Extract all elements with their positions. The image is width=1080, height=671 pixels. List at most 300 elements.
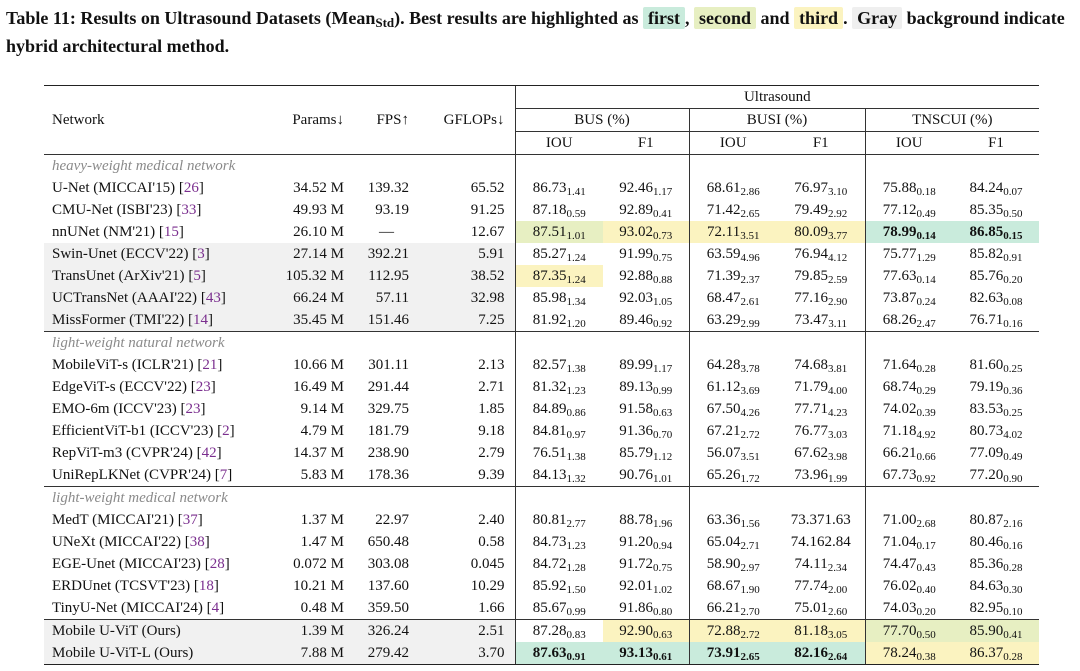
metric-std: 0.88: [653, 274, 673, 286]
metric-cell: [865, 177, 953, 199]
metric-std: 2.72: [740, 629, 760, 641]
network-name: [44, 354, 269, 376]
table-row: [44, 221, 1039, 243]
header-tnscui-iou: IOU: [865, 132, 953, 155]
metric-cell: [865, 309, 953, 332]
metric-mean: 68.61: [706, 180, 741, 196]
metric-cell: [515, 420, 603, 442]
metric-mean: 84.72: [532, 556, 567, 572]
citation-link[interactable]: 14: [193, 312, 209, 328]
citation-link[interactable]: 15: [163, 224, 179, 240]
metric-cell: [777, 199, 865, 221]
metric-mean: 79.19: [969, 379, 1004, 395]
metric-cell: [689, 221, 777, 243]
metric-mean: 92.90: [619, 623, 653, 639]
ref-close: ]: [200, 401, 206, 417]
metric-mean: 91.20: [619, 534, 653, 550]
metric-cell: [865, 553, 953, 575]
citation-link[interactable]: 38: [189, 534, 205, 550]
metric-mean: 80.46: [969, 534, 1004, 550]
network-name: [44, 509, 269, 531]
metric-cell: [515, 464, 603, 487]
metric-cell: [689, 531, 777, 553]
fps-cell: 112.95: [354, 265, 419, 287]
metric-std: 1.56: [740, 518, 760, 530]
metric-mean: 87.63: [532, 645, 567, 661]
metric-cell: [777, 287, 865, 309]
metric-std: 0.24: [916, 296, 936, 308]
metric-mean: 87.28: [532, 623, 567, 639]
gflops-cell: 2.40: [478, 512, 505, 528]
metric-cell: [515, 597, 603, 620]
fps-cell: 329.75: [367, 401, 409, 417]
metric-cell: [953, 309, 1039, 332]
gflops-cell: 1.85: [478, 401, 505, 417]
ref-open: [: [187, 379, 196, 395]
ref-close: ]: [197, 512, 203, 528]
ref-close: ]: [213, 578, 219, 594]
metric-std: 0.75: [653, 562, 673, 574]
ref-open: [: [190, 578, 199, 594]
metric-std: 0.07: [1003, 186, 1023, 198]
metric-mean: 90.76: [619, 467, 653, 483]
metric-mean: 77.74: [794, 578, 828, 594]
network-label: EGE-Unet (MICCAI'23): [52, 556, 201, 572]
header-busi-iou: IOU: [689, 132, 777, 155]
empty-cell: [777, 487, 865, 510]
metric-cell: [953, 265, 1039, 287]
citation-link[interactable]: 42: [201, 445, 217, 461]
metric-mean: 77.20: [969, 467, 1004, 483]
metric-mean: 71.64: [882, 357, 917, 373]
metric-std: 0.36: [1003, 385, 1023, 397]
citation-link[interactable]: 23: [185, 401, 201, 417]
metric-mean: 68.67: [706, 578, 741, 594]
fps-cell: 93.19: [375, 202, 409, 218]
metric-std: 4.92: [916, 429, 936, 441]
table-caption: [6, 4, 1076, 60]
params-cell: 10.66 M: [293, 357, 344, 373]
header-bus: BUS (%): [515, 109, 689, 132]
metric-mean: 92.03: [619, 290, 653, 306]
metric-std: 1.23: [566, 540, 586, 552]
gflops-cell: 5.91: [419, 243, 515, 265]
metric-cell: [515, 221, 603, 243]
metric-cell: [953, 420, 1039, 442]
metric-mean: 91.58: [619, 401, 653, 417]
metric-mean: 85.82: [969, 246, 1004, 262]
metric-mean: 80.81: [532, 512, 567, 528]
metric-cell: [865, 265, 953, 287]
fps-cell: 238.90: [367, 445, 409, 461]
metric-cell: [865, 354, 953, 376]
metric-mean: 89.46: [619, 312, 653, 328]
metric-mean: 93.13: [619, 645, 653, 661]
metric-std: 2.65: [740, 651, 760, 663]
metric-cell: [515, 620, 603, 643]
metric-mean: 77.09: [969, 445, 1004, 461]
network-label: nnUNet (NM'21): [52, 224, 156, 240]
ref-open: [: [188, 246, 198, 262]
metric-std: 0.50: [1003, 208, 1023, 220]
citation-link[interactable]: 23: [195, 379, 211, 395]
metric-mean: 80.73: [969, 423, 1004, 439]
metric-std: 0.90: [1003, 473, 1023, 485]
metric-mean: 85.98: [532, 290, 567, 306]
metric-std: 0.25: [1003, 407, 1023, 419]
citation-link[interactable]: 37: [182, 512, 198, 528]
network-name: [44, 420, 269, 442]
metric-std: 1.05: [653, 296, 673, 308]
ref-close: ]: [208, 312, 214, 328]
citation-link[interactable]: 26: [183, 180, 199, 196]
metric-cell: [777, 642, 865, 665]
metric-mean: 89.13: [619, 379, 653, 395]
metric-std: 2.97: [740, 562, 760, 574]
metric-std: 2.92: [828, 208, 848, 220]
metric-std: 0.25: [1003, 363, 1023, 375]
empty-cell: [515, 332, 603, 355]
gflops-cell: 32.98: [419, 287, 515, 309]
empty-cell: [603, 487, 689, 510]
metric-std: 0.92: [653, 318, 673, 330]
fps-cell: 151.46: [354, 309, 419, 332]
header-fps: FPS↑: [354, 86, 419, 155]
metric-std: 1.24: [566, 274, 586, 286]
metric-cell: [603, 531, 689, 553]
metric-mean: 91.99: [619, 246, 653, 262]
metric-std: 4.00: [828, 385, 848, 397]
citation-link[interactable]: 43: [205, 290, 221, 306]
metric-std: 2.90: [828, 296, 848, 308]
metric-std: 3.69: [740, 385, 760, 397]
metric-mean: 77.71: [794, 401, 828, 417]
ref-open: [: [197, 290, 206, 306]
metric-std: 0.50: [916, 629, 936, 641]
table-row: [44, 509, 1039, 531]
metric-std: 0.63: [653, 629, 673, 641]
gflops-cell: 2.13: [478, 357, 505, 373]
ref-close: ]: [204, 246, 210, 262]
empty-cell: [865, 487, 953, 510]
gflops-cell: 9.39: [478, 467, 505, 483]
metric-std: 1.29: [916, 252, 936, 264]
ref-open: [: [172, 202, 182, 218]
network-name: [44, 464, 269, 487]
metric-std: 1.34: [566, 296, 586, 308]
gflops-cell: 3.70: [419, 642, 515, 665]
fps-cell: 326.24: [354, 620, 419, 643]
ref-open: [: [174, 512, 183, 528]
network-label: EMO-6m (ICCV'23): [52, 401, 177, 417]
citation-link[interactable]: 18: [198, 578, 214, 594]
metric-mean: 65.26: [706, 467, 741, 483]
metric-cell: [603, 199, 689, 221]
network-label: UniRepLKNet (CVPR'24): [52, 467, 211, 483]
metric-cell: [865, 531, 953, 553]
metric-mean: 75.88: [882, 180, 917, 196]
caption-dot: .: [843, 8, 848, 28]
metric-cell: [777, 553, 865, 575]
metric-std: 3.77: [828, 230, 848, 242]
metric-std: 1.41: [566, 186, 586, 198]
network-label: TinyU-Net (MICCAI'24): [52, 600, 203, 616]
metric-mean: 71.39: [706, 268, 741, 284]
metric-std: 0.73: [653, 230, 673, 242]
metric-cell: [603, 464, 689, 487]
metric-mean: 74.11: [794, 556, 828, 572]
fps-cell: 392.21: [354, 243, 419, 265]
metric-mean: 91.72: [619, 556, 653, 572]
metric-std: 0.28: [916, 363, 936, 375]
metric-cell: [953, 642, 1039, 665]
table-row: [44, 243, 1039, 265]
citation-link[interactable]: 28: [209, 556, 225, 572]
metric-mean: 85.27: [532, 246, 567, 262]
metric-std: 0.18: [916, 186, 936, 198]
metric-std: 1.17: [653, 363, 673, 375]
citation-link[interactable]: 2: [222, 423, 230, 439]
network-name: [44, 597, 269, 620]
params-cell: 1.39 M: [269, 620, 354, 643]
table-row: [44, 309, 1039, 332]
metric-cell: [689, 509, 777, 531]
metric-mean: 92.46: [619, 180, 653, 196]
empty-cell: [603, 332, 689, 355]
metric-std: 2.61: [740, 296, 760, 308]
metric-mean: 67.21: [706, 423, 741, 439]
metric-mean: 61.12: [706, 379, 741, 395]
ref-close: ]: [204, 534, 210, 550]
gflops-cell: 7.25: [419, 309, 515, 332]
metric-std: 0.49: [916, 208, 936, 220]
metric-std: 1.38: [566, 451, 586, 463]
metric-mean: 85.90: [969, 623, 1004, 639]
metric-mean: 82.16: [794, 645, 828, 661]
metric-std: 2.70: [740, 606, 760, 618]
caption-prefix: Table 11: Results on Ultrasound Datasets (Mean: [6, 8, 376, 28]
metric-std: 4.12: [828, 252, 848, 264]
ref-close: ]: [178, 224, 184, 240]
network-label: Mobile U-ViT-L (Ours): [52, 645, 194, 661]
empty-cell: [865, 332, 953, 355]
network-name: [44, 309, 269, 332]
fps-cell: —: [379, 224, 394, 240]
metric-cell: [603, 597, 689, 620]
metric-cell: [515, 553, 603, 575]
metric-std: 0.20: [1003, 274, 1023, 286]
metric-mean: 63.29: [706, 312, 741, 328]
params-cell: 26.10 M: [293, 224, 344, 240]
metric-std: 1.72: [740, 473, 760, 485]
metric-mean: 85.76: [969, 268, 1004, 284]
fps-cell: 178.36: [367, 467, 409, 483]
metric-mean: 71.79: [794, 379, 828, 395]
metric-std: 1.23: [566, 385, 586, 397]
gflops-cell: 10.29: [470, 578, 505, 594]
metric-mean: 81.60: [969, 357, 1004, 373]
metric-cell: [689, 376, 777, 398]
metric-cell: [953, 221, 1039, 243]
metric-mean: 71.04: [882, 534, 917, 550]
metric-cell: [689, 642, 777, 665]
metric-mean: 68.47: [706, 290, 741, 306]
network-label: U-Net (MICCAI'15): [52, 180, 176, 196]
metric-std: 0.86: [566, 407, 586, 419]
metric-cell: [515, 642, 603, 665]
metric-std: 2.71: [740, 540, 760, 552]
table-row: [44, 642, 1039, 665]
metric-cell: [603, 398, 689, 420]
metric-std: 0.99: [653, 385, 673, 397]
metric-std: 0.29: [916, 385, 936, 397]
metric-mean: 84.89: [532, 401, 567, 417]
metric-std: 1.02: [653, 584, 673, 596]
citation-link[interactable]: 33: [181, 202, 197, 218]
network-name: [44, 265, 269, 287]
metric-std: 0.61: [653, 651, 673, 663]
metric-std: 3.10: [828, 186, 848, 198]
group-title: light-weight natural network: [44, 332, 515, 355]
metric-mean: 75.01: [794, 600, 828, 616]
network-label: MedT (MICCAI'21): [52, 512, 174, 528]
metric-cell: [777, 354, 865, 376]
network-name: [44, 620, 269, 643]
citation-link[interactable]: 4: [211, 600, 220, 616]
fps-cell: 279.42: [354, 642, 419, 665]
empty-cell: [689, 155, 777, 178]
metric-cell: [689, 354, 777, 376]
citation-link[interactable]: 3: [197, 246, 205, 262]
metric-std: 2.72: [740, 429, 760, 441]
metric-cell: [865, 620, 953, 643]
metric-std: 1.99: [828, 473, 848, 485]
fps-cell: 359.50: [367, 600, 409, 616]
metric-std: 2.65: [740, 208, 760, 220]
empty-cell: [865, 155, 953, 178]
header-tnscui-f1: F1: [988, 135, 1004, 151]
params-cell: 16.49 M: [293, 379, 344, 395]
metric-mean: 92.89: [619, 202, 653, 218]
metric-mean: 78.24: [882, 645, 917, 661]
group-title: light-weight medical network: [44, 487, 515, 510]
fps-cell: 650.48: [367, 534, 409, 550]
metric-mean: 77.70: [882, 623, 917, 639]
metric-std: 2.99: [740, 318, 760, 330]
ref-open: [: [210, 467, 220, 483]
table-row: [44, 265, 1039, 287]
metric-cell: [515, 376, 603, 398]
ref-close: ]: [216, 445, 222, 461]
metric-std: 1.24: [566, 252, 586, 264]
network-label: UCTransNet (AAAI'22): [52, 290, 198, 306]
metric-cell: [865, 287, 953, 309]
metric-mean: 79.85: [794, 268, 828, 284]
citation-link[interactable]: 5: [193, 268, 201, 284]
network-label: Swin-Unet (ECCV'22): [52, 246, 189, 262]
gflops-cell: 9.18: [478, 423, 505, 439]
metric-std: 2.37: [740, 274, 760, 286]
metric-mean: 63.59: [706, 246, 741, 262]
citation-link[interactable]: 21: [202, 357, 218, 373]
results-table: [44, 85, 1039, 665]
network-name: [44, 442, 269, 464]
metric-mean: 79.49: [794, 202, 828, 218]
metric-std: 0.16: [1003, 318, 1023, 330]
empty-cell: [953, 332, 1039, 355]
metric-mean: 84.73: [532, 534, 567, 550]
metric-mean: 81.32: [532, 379, 567, 395]
metric-mean: 72.88: [706, 623, 741, 639]
metric-std: 0.94: [653, 540, 673, 552]
header-gflops: GFLOPs↓: [419, 86, 515, 155]
metric-std: 0.97: [566, 429, 586, 441]
params-cell: 1.47 M: [300, 534, 344, 550]
ref-open: [: [175, 180, 184, 196]
metric-cell: [603, 265, 689, 287]
params-cell: 5.83 M: [300, 467, 344, 483]
metric-std: 3.98: [828, 451, 848, 463]
metric-std: 0.14: [916, 230, 936, 242]
citation-link[interactable]: 7: [219, 467, 228, 483]
params-cell: 0.48 M: [300, 600, 344, 616]
metric-std: 0.39: [916, 407, 936, 419]
metric-mean: 65.04: [706, 534, 741, 550]
metric-std: 0.80: [653, 606, 673, 618]
metric-mean: 56.07: [706, 445, 741, 461]
metric-std: 3.51: [740, 451, 760, 463]
ref-close: ]: [198, 180, 204, 196]
metric-cell: [865, 642, 953, 665]
fps-cell: 139.32: [367, 180, 409, 196]
legend-second: second: [694, 7, 756, 29]
metric-mean: 82.57: [532, 357, 567, 373]
metric-mean: 74.162.84: [790, 534, 851, 550]
fps-cell: 137.60: [367, 578, 409, 594]
metric-cell: [515, 309, 603, 332]
metric-cell: [953, 509, 1039, 531]
metric-mean: 82.95: [969, 600, 1004, 616]
fps-cell: 303.08: [367, 556, 409, 572]
metric-cell: [689, 398, 777, 420]
metric-std: 0.41: [1003, 629, 1023, 641]
metric-mean: 85.92: [532, 578, 567, 594]
metric-mean: 92.88: [619, 268, 653, 284]
metric-std: 2.47: [916, 318, 936, 330]
network-name: [44, 398, 269, 420]
metric-std: 3.11: [828, 318, 848, 330]
metric-std: 3.81: [828, 363, 848, 375]
metric-mean: 84.13: [532, 467, 567, 483]
ref-open: [: [180, 534, 190, 550]
metric-std: 0.49: [1003, 451, 1023, 463]
metric-cell: [865, 597, 953, 620]
header-network: Network: [44, 86, 269, 155]
metric-cell: [603, 309, 689, 332]
metric-mean: 84.81: [532, 423, 567, 439]
metric-mean: 85.35: [969, 202, 1004, 218]
metric-cell: [777, 243, 865, 265]
table-row: [44, 354, 1039, 376]
legend-gray: Gray: [852, 7, 902, 29]
metric-cell: [865, 509, 953, 531]
params-cell: 105.32 M: [269, 265, 354, 287]
metric-std: 2.68: [916, 518, 936, 530]
ref-open: [: [192, 445, 202, 461]
network-label: TransUnet (ArXiv'21): [52, 268, 185, 284]
metric-cell: [953, 354, 1039, 376]
metric-std: 0.43: [916, 562, 936, 574]
